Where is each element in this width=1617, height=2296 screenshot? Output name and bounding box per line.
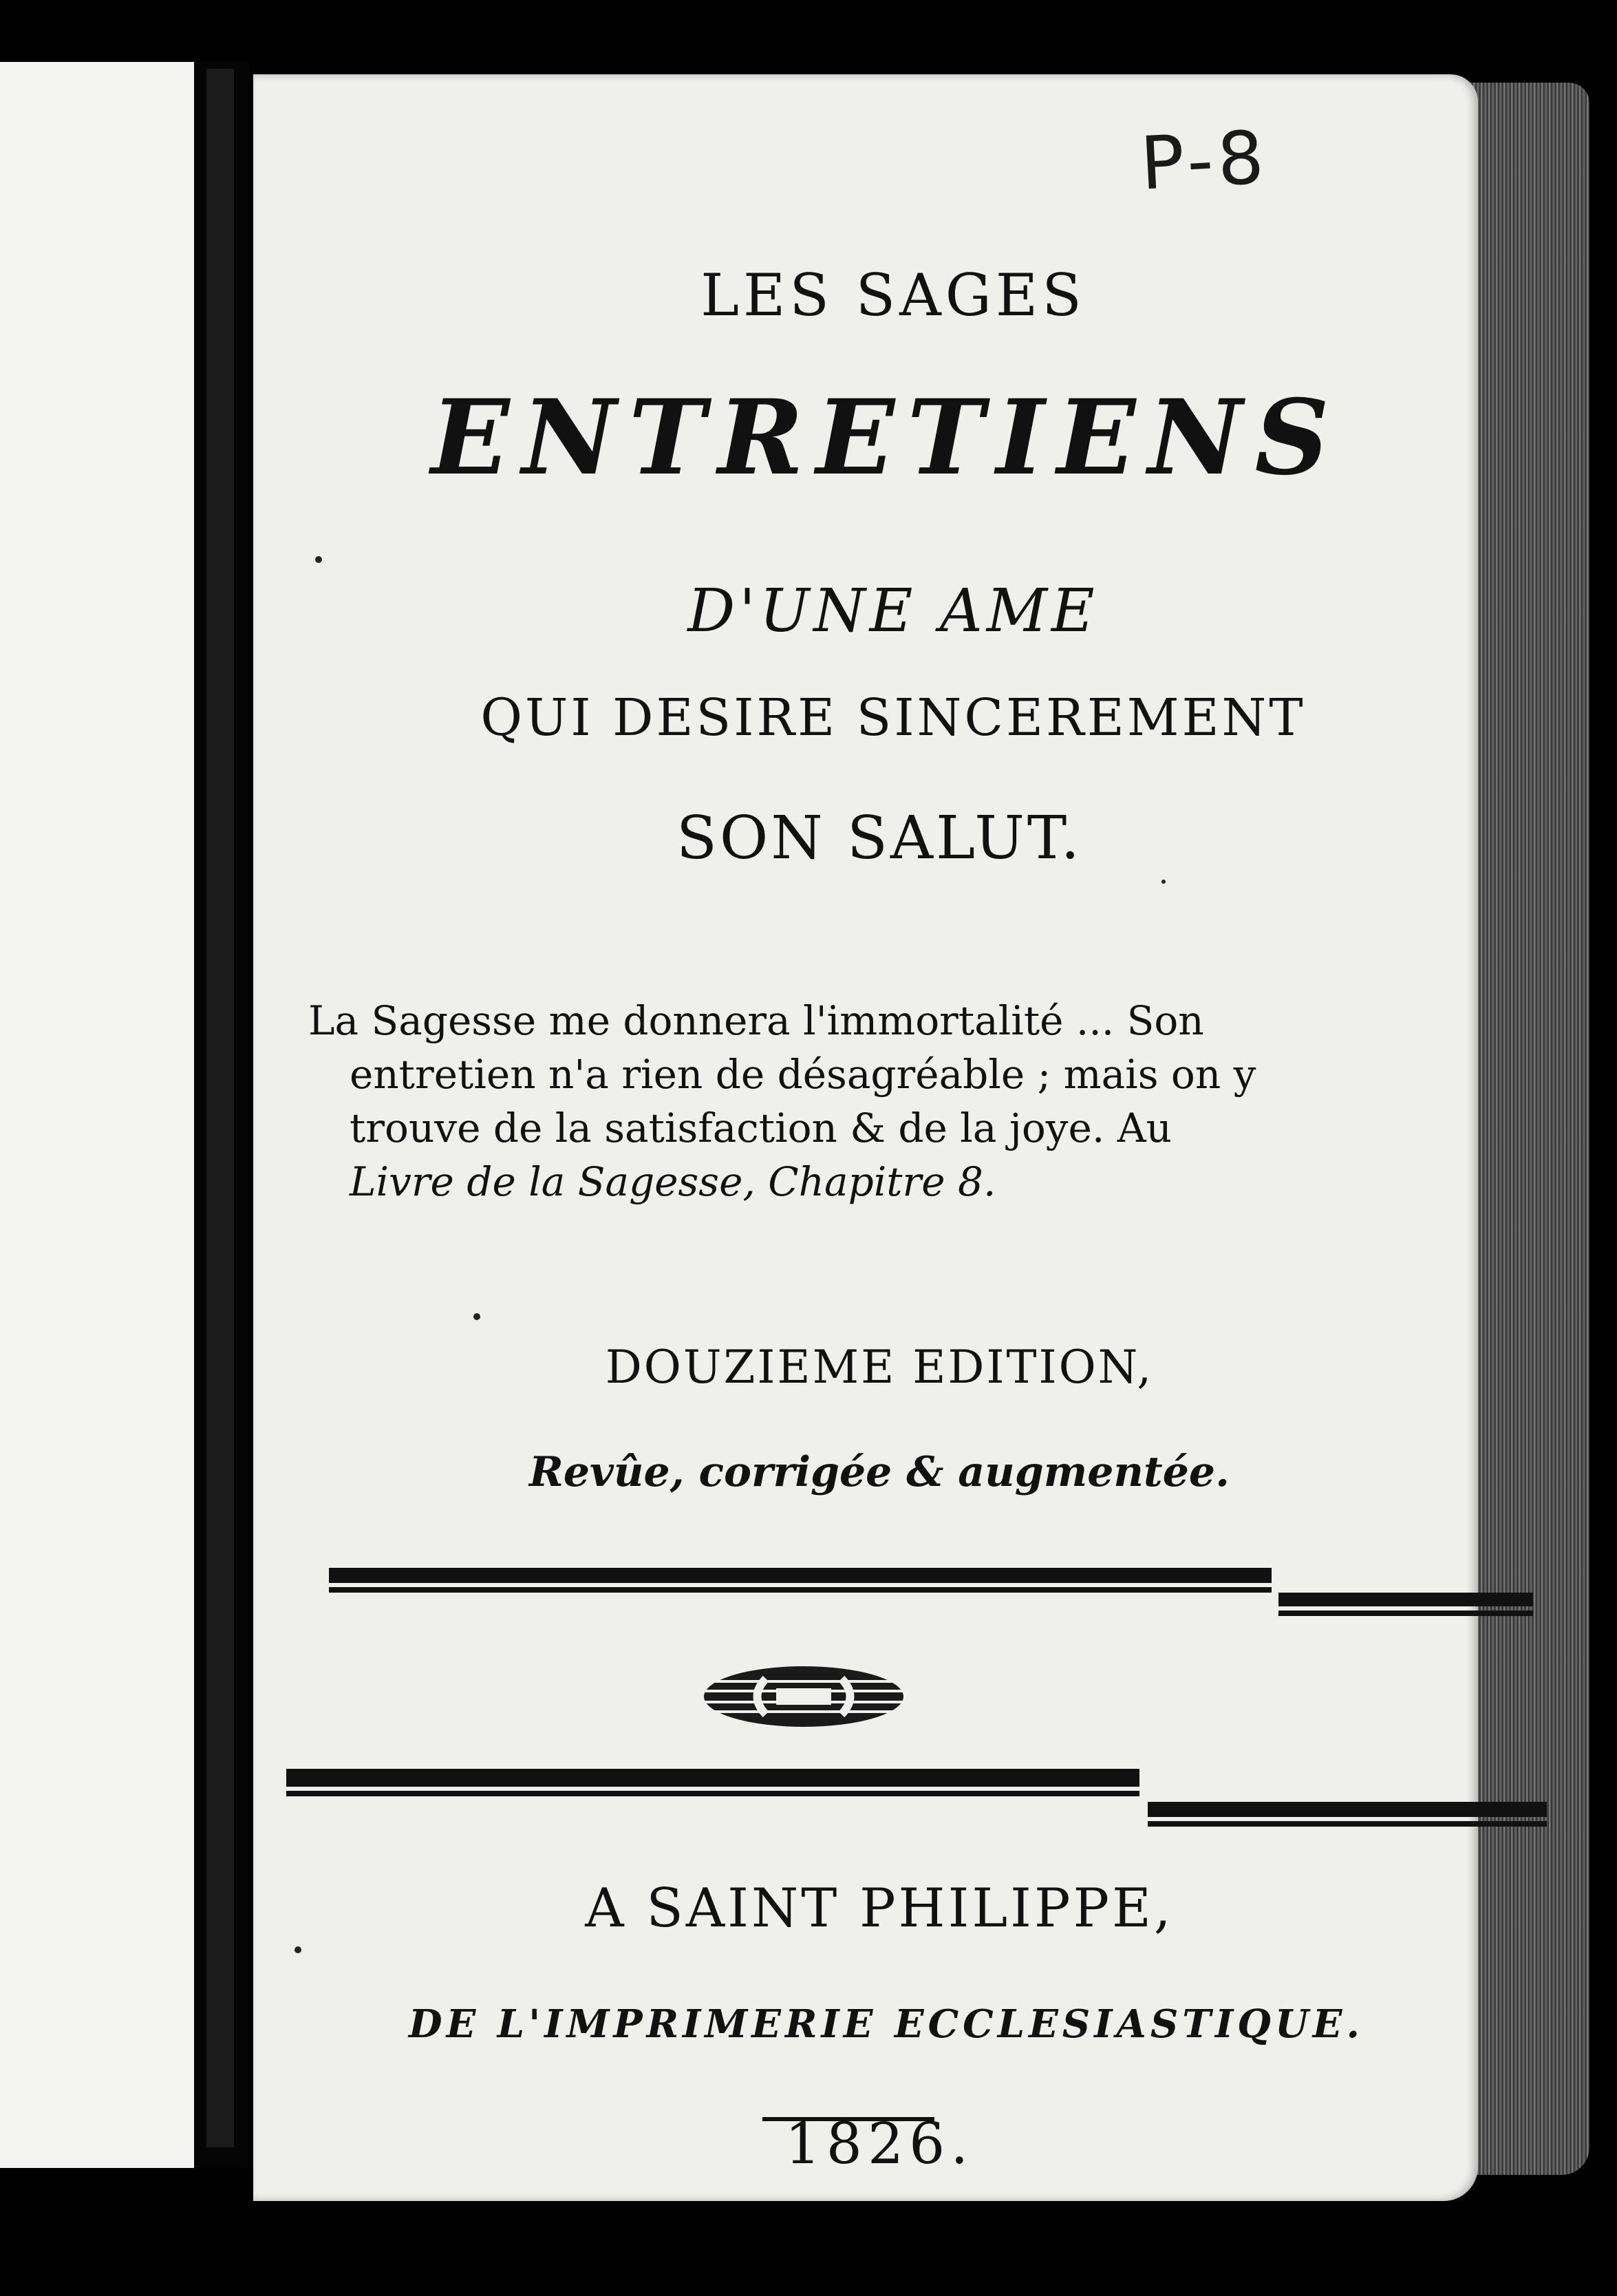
printers-rule-lower-thin: [286, 1791, 1139, 1796]
printers-ornament: [700, 1661, 907, 1733]
printers-rule-lower-right-thin: [1148, 1821, 1547, 1827]
imprint-printer: DE L'IMPRIMERIE ECCLESIASTIQUE.: [409, 2001, 1364, 2047]
printers-rule-upper-right-thin: [1278, 1611, 1533, 1616]
printers-rule-upper: [329, 1568, 1272, 1583]
ink-speck: [1161, 880, 1166, 884]
printers-rule-lower-right: [1148, 1802, 1547, 1817]
printers-rule-upper-thin: [329, 1587, 1272, 1593]
handwritten-shelfmark: P-8: [1138, 115, 1270, 206]
gutter-shadow: [206, 69, 234, 2147]
ink-speck: [473, 1313, 480, 1320]
printers-rule-lower: [286, 1769, 1139, 1787]
epigraph-line: trouve de la satisfaction & de la joye. Au: [350, 1105, 1172, 1151]
epigraph-line: La Sagesse me donnera l'immortalité ... Son: [308, 997, 1204, 1044]
title-line-les-sages: LES SAGES: [700, 262, 1086, 329]
title-page: [253, 74, 1478, 2201]
ink-speck: [295, 1946, 301, 1953]
epigraph-source: Livre de la Sagesse, Chapitre 8.: [350, 1158, 996, 1205]
edition-note: Revûe, corrigée & augmentée.: [529, 1448, 1230, 1496]
edition-label: DOUZIEME EDITION,: [605, 1341, 1154, 1394]
epigraph: [308, 994, 1395, 1209]
title-line-son-salut: SON SALUT.: [676, 804, 1082, 873]
imprint-year: 1826.: [784, 2112, 974, 2177]
title-line-dune-ame: D'UNE AME: [687, 577, 1099, 646]
title-line-entretiens: ENTRETIENS: [431, 377, 1342, 498]
title-line-qui-desire: QUI DESIRE SINCEREMENT: [480, 688, 1306, 747]
ink-speck: [315, 556, 322, 563]
imprint-place: A SAINT PHILIPPE,: [585, 1878, 1174, 1939]
epigraph-line: entretien n'a rien de désagréable ; mais on y: [350, 1051, 1256, 1098]
facing-page: [0, 62, 194, 2168]
printers-rule-upper-right: [1278, 1593, 1533, 1606]
